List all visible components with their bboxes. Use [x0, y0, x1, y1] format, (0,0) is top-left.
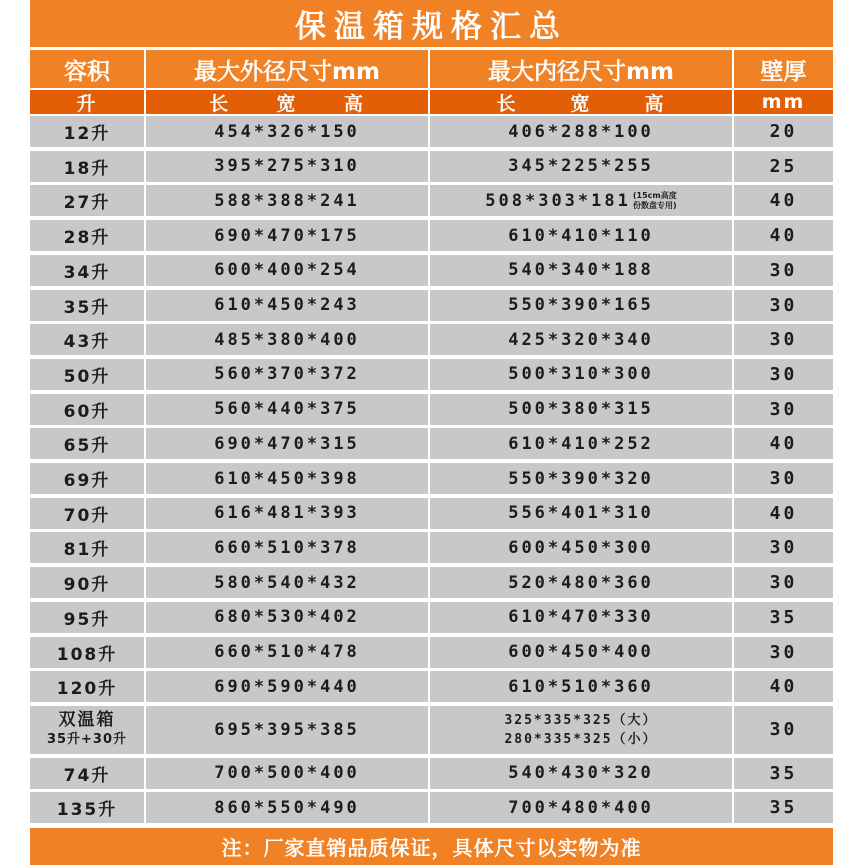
inner-note-line-2: 份数盘专用) [632, 200, 677, 210]
capacity-cell [30, 637, 144, 668]
header-outer-length: 长 [209, 92, 231, 115]
capacity-label: 65升 [63, 436, 111, 457]
capacity-cell [30, 706, 144, 754]
inner-dimensions-cell [430, 151, 732, 182]
capacity-label: 69升 [63, 471, 111, 491]
outer-dimensions-cell [146, 792, 428, 823]
inner-dimensions-value: 610*410*110 [508, 225, 654, 246]
table-row [0, 463, 865, 494]
capacity-label: 81升 [63, 540, 111, 561]
table-row [0, 637, 865, 668]
outer-dimensions-value: 690*470*175 [214, 225, 360, 246]
footer-note: 注：厂家直销品质保证，具体尺寸以实物为准 [30, 828, 833, 865]
outer-dimensions-cell [146, 637, 428, 668]
wall-thickness-value: 25 [769, 155, 798, 177]
inner-dimensions-cell [430, 255, 732, 286]
table-row [0, 758, 865, 789]
wall-thickness-value: 40 [769, 433, 798, 455]
capacity-label: 34升 [63, 262, 111, 283]
inner-dimensions-cell [430, 220, 732, 251]
outer-dimensions-value: 395*275*310 [214, 156, 360, 177]
capacity-cell [30, 602, 144, 633]
inner-dimensions-value: 425*320*340 [508, 329, 654, 350]
inner-dimensions-value: 556*401*310 [508, 503, 654, 524]
outer-dimensions-cell [146, 463, 428, 494]
table-row [0, 671, 865, 702]
capacity-cell [30, 359, 144, 390]
table-row [0, 359, 865, 390]
outer-dimensions-cell [146, 394, 428, 425]
capacity-cell [30, 428, 144, 459]
table-row [0, 151, 865, 182]
outer-dimensions-value: 690*590*440 [214, 676, 360, 697]
outer-dimensions-cell [146, 428, 428, 459]
wall-thickness-cell [734, 758, 833, 789]
table-row [0, 428, 865, 459]
inner-dimensions-cell [430, 637, 732, 668]
inner-dimensions-cell [430, 116, 732, 147]
wall-thickness-value: 30 [769, 641, 798, 663]
capacity-cell [30, 498, 144, 529]
outer-dimensions-value: 860*550*490 [214, 797, 360, 818]
outer-dimensions-cell [146, 290, 428, 321]
inner-dimensions-value: 550*390*320 [508, 468, 654, 489]
wall-thickness-value: 20 [769, 121, 798, 142]
header-outer-width: 宽 [276, 92, 298, 115]
table-row [0, 567, 865, 598]
inner-dimensions-value: 600*450*300 [508, 537, 654, 558]
capacity-cell [30, 185, 144, 216]
outer-dimensions-cell [146, 532, 428, 563]
inner-dimensions-cell [430, 463, 732, 494]
header-wall-unit: mm [734, 90, 833, 114]
wall-thickness-cell [734, 567, 833, 598]
wall-thickness-cell [734, 671, 833, 702]
outer-dimensions-value: 560*370*372 [214, 364, 360, 385]
capacity-label: 70升 [63, 505, 111, 526]
capacity-cell [30, 671, 144, 702]
wall-thickness-cell [734, 220, 833, 251]
outer-dimensions-value: 660*510*378 [214, 537, 360, 558]
header-inner-dimensions: 最大内径尺寸mm [430, 50, 732, 88]
capacity-label: 74升 [63, 765, 111, 786]
wall-thickness-cell [734, 116, 833, 147]
inner-note-line-1: (15cm高度 [632, 190, 677, 200]
wall-thickness-cell [734, 637, 833, 668]
wall-thickness-value: 30 [769, 719, 798, 741]
table-row [0, 394, 865, 425]
outer-dimensions-value: 600*400*254 [214, 260, 360, 281]
wall-thickness-cell [734, 290, 833, 321]
outer-dimensions-cell [146, 324, 428, 355]
capacity-label: 35升 [63, 297, 111, 318]
inner-dimensions-cell [430, 428, 732, 459]
wall-thickness-cell [734, 792, 833, 823]
wall-thickness-value: 40 [769, 502, 798, 524]
capacity-label: 108升 [56, 644, 118, 665]
wall-thickness-value: 35 [769, 762, 798, 784]
table-row [0, 602, 865, 633]
inner-dimensions-value: 500*310*300 [508, 364, 654, 385]
outer-dimensions-value: 610*450*243 [214, 295, 360, 315]
inner-dimensions-cell [430, 758, 732, 789]
header-inner-length: 长 [496, 92, 518, 115]
outer-dimensions-cell [146, 758, 428, 789]
wall-thickness-value: 30 [769, 572, 798, 594]
wall-thickness-value: 35 [769, 797, 798, 819]
capacity-label: 120升 [56, 679, 118, 700]
inner-dimensions-cell [430, 359, 732, 390]
outer-dimensions-value: 660*510*478 [214, 642, 360, 662]
outer-dimensions-value: 695*395*385 [214, 719, 360, 740]
capacity-cell [30, 290, 144, 321]
capacity-label: 双温箱 [58, 709, 116, 730]
inner-dimensions-value: 610*510*360 [508, 676, 654, 697]
inner-dimensions-cell [430, 324, 732, 355]
inner-dimensions-cell [430, 498, 732, 529]
wall-thickness-value: 35 [769, 606, 798, 628]
wall-thickness-value: 40 [769, 190, 798, 212]
header-inner-lwh [430, 90, 732, 114]
outer-dimensions-value: 580*540*432 [214, 572, 360, 593]
table-row [0, 706, 865, 754]
inner-dimensions-cell [430, 706, 732, 754]
header-outer-lwh [146, 90, 428, 114]
wall-thickness-value: 30 [769, 294, 798, 316]
table-row [0, 255, 865, 286]
capacity-label: 43升 [63, 332, 111, 353]
outer-dimensions-cell [146, 498, 428, 529]
table-row [0, 792, 865, 823]
capacity-label: 27升 [63, 193, 111, 214]
table-row [0, 290, 865, 321]
inner-dimensions-value: 520*480*360 [508, 572, 654, 593]
capacity-label: 90升 [63, 575, 111, 596]
outer-dimensions-value: 680*530*402 [214, 607, 360, 628]
outer-dimensions-cell [146, 359, 428, 390]
outer-dimensions-value: 610*450*398 [214, 468, 360, 489]
wall-thickness-value: 40 [769, 676, 798, 698]
capacity-label: 135升 [56, 800, 118, 821]
inner-dimensions-value: 610*410*252 [508, 433, 654, 454]
capacity-cell [30, 463, 144, 494]
inner-dimensions-value: 345*225*255 [508, 156, 654, 177]
outer-dimensions-value: 690*470*315 [214, 433, 360, 454]
wall-thickness-cell [734, 185, 833, 216]
wall-thickness-cell [734, 498, 833, 529]
wall-thickness-cell [734, 359, 833, 390]
inner-dimensions-value: 550*390*165 [508, 295, 654, 315]
wall-thickness-cell [734, 394, 833, 425]
table-row [0, 532, 865, 563]
outer-dimensions-value: 454*326*150 [214, 121, 360, 142]
inner-dimensions-cell [430, 185, 732, 216]
header-outer-dimensions: 最大外径尺寸mm [146, 50, 428, 88]
inner-dimensions-value: 540*340*188 [508, 260, 654, 281]
inner-dimensions-cell [430, 532, 732, 563]
header-capacity-unit: 升 [30, 90, 144, 114]
inner-dimensions-value: 406*288*100 [508, 121, 654, 142]
outer-dimensions-value: 616*481*393 [214, 503, 360, 524]
wall-thickness-value: 30 [769, 259, 798, 281]
capacity-cell [30, 151, 144, 182]
capacity-cell [30, 758, 144, 789]
inner-dimensions-value: 325*335*325（大） [504, 712, 658, 728]
wall-thickness-cell [734, 532, 833, 563]
header-capacity: 容积 [30, 50, 144, 88]
capacity-cell [30, 532, 144, 563]
capacity-cell [30, 255, 144, 286]
inner-dimensions-cell [430, 792, 732, 823]
table-row [0, 498, 865, 529]
outer-dimensions-cell [146, 567, 428, 598]
wall-thickness-value: 30 [769, 329, 798, 351]
inner-dimensions-cell [430, 602, 732, 633]
outer-dimensions-cell [146, 220, 428, 251]
header-wall-thickness: 壁厚 [734, 50, 833, 88]
outer-dimensions-cell [146, 671, 428, 702]
capacity-label: 95升 [63, 609, 111, 630]
table-row [0, 220, 865, 251]
outer-dimensions-cell [146, 151, 428, 182]
capacity-label: 50升 [63, 366, 111, 387]
outer-dimensions-cell [146, 116, 428, 147]
wall-thickness-cell [734, 255, 833, 286]
capacity-sublabel: 35升+30升 [46, 731, 128, 747]
capacity-cell [30, 324, 144, 355]
outer-dimensions-cell [146, 255, 428, 286]
capacity-label: 60升 [63, 401, 111, 422]
wall-thickness-cell [734, 602, 833, 633]
wall-thickness-value: 30 [769, 537, 798, 559]
wall-thickness-cell [734, 706, 833, 754]
inner-dimensions-cell [430, 290, 732, 321]
capacity-label: 28升 [63, 228, 111, 249]
capacity-label: 12升 [63, 124, 111, 144]
capacity-cell [30, 116, 144, 147]
outer-dimensions-cell [146, 706, 428, 754]
inner-dimensions-note [633, 191, 677, 211]
inner-dimensions-value: 508*303*181 [485, 190, 631, 211]
wall-thickness-cell [734, 428, 833, 459]
wall-thickness-cell [734, 463, 833, 494]
inner-dimensions-cell [430, 394, 732, 425]
outer-dimensions-value: 700*500*400 [214, 763, 360, 784]
outer-dimensions-cell [146, 185, 428, 216]
wall-thickness-value: 30 [769, 468, 798, 489]
inner-dimensions-value: 500*380*315 [508, 399, 654, 420]
inner-dimensions-value: 610*470*330 [508, 607, 654, 628]
inner-dimensions-value: 700*480*400 [508, 797, 654, 818]
capacity-cell [30, 220, 144, 251]
inner-dimensions-value: 600*450*400 [508, 642, 654, 662]
inner-dimensions-value-2: 280*335*325（小） [504, 731, 658, 747]
header-inner-height: 高 [644, 92, 666, 115]
header-outer-height: 高 [343, 92, 365, 115]
wall-thickness-value: 40 [769, 225, 798, 247]
outer-dimensions-value: 560*440*375 [214, 399, 360, 420]
outer-dimensions-value: 485*380*400 [214, 329, 360, 350]
wall-thickness-cell [734, 324, 833, 355]
capacity-cell [30, 567, 144, 598]
page-title: 保温箱规格汇总 [30, 0, 833, 47]
table-row [0, 324, 865, 355]
capacity-cell [30, 394, 144, 425]
wall-thickness-cell [734, 151, 833, 182]
outer-dimensions-value: 588*388*241 [214, 190, 360, 211]
inner-dimensions-cell [430, 671, 732, 702]
header-inner-width: 宽 [570, 92, 592, 115]
capacity-cell [30, 792, 144, 823]
wall-thickness-value: 30 [769, 398, 798, 420]
outer-dimensions-cell [146, 602, 428, 633]
wall-thickness-value: 30 [769, 363, 798, 385]
capacity-label: 18升 [63, 158, 111, 179]
table-row [0, 185, 865, 216]
table-row [0, 116, 865, 147]
inner-dimensions-cell [430, 567, 732, 598]
inner-dimensions-value: 540*430*320 [508, 763, 654, 784]
